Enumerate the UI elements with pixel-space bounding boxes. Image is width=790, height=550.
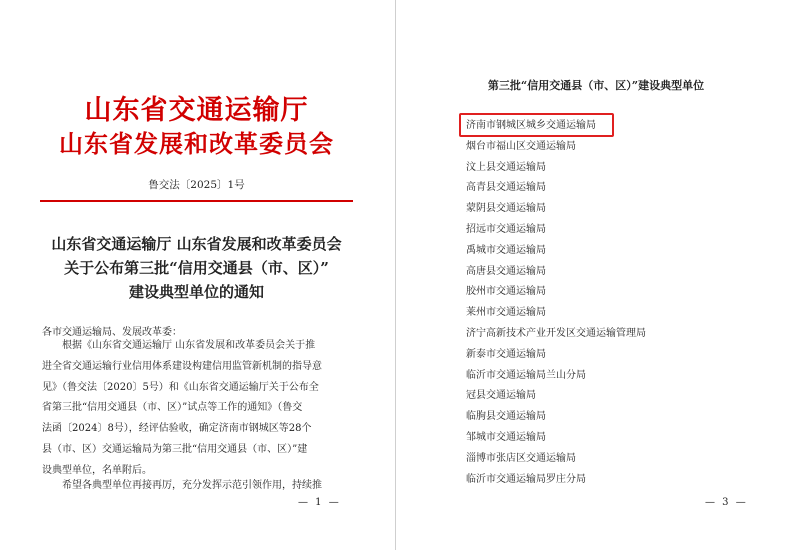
- salutation: 各市交通运输局、发展改革委：: [42, 327, 182, 338]
- list-item: 禹城市交通运输局: [466, 244, 546, 256]
- paragraph-line: 县（市、区）交通运输局为第三批“信用交通县（市、区）”建: [42, 443, 308, 455]
- notice-title-line-3: 建设典型单位的通知: [128, 283, 264, 301]
- notice-title-line-2: 关于公布第三批“信用交通县（市、区）”: [64, 259, 329, 277]
- page-gutter: [393, 0, 402, 550]
- list-item: 临朐县交通运输局: [466, 411, 546, 423]
- masthead-org-2: 山东省发展和改革委员会: [59, 129, 334, 158]
- list-item: 邹城市交通运输局: [466, 431, 546, 443]
- page-number: — 3 —: [705, 497, 748, 508]
- list-item: 汶上县交通运输局: [466, 161, 546, 173]
- list-item: 高唐县交通运输局: [466, 265, 546, 277]
- paragraph-line: 设典型单位，名单附后。: [42, 464, 152, 476]
- document-page-1: [0, 0, 393, 550]
- appendix-title: 第三批“信用交通县（市、区）”建设典型单位: [487, 79, 705, 92]
- body-paragraph-2: [42, 476, 360, 497]
- paragraph-line: 进全省交通运输行业信用体系建设构建信用监管新机制的指导意: [42, 360, 322, 372]
- list-item: 蒙阴县交通运输局: [466, 203, 546, 215]
- paragraph-line: 省第三批“信用交通县（市、区）”试点等工作的通知》（鲁交: [42, 402, 303, 414]
- paragraph-line: 希望各典型单位再接再厉，充分发挥示范引领作用，持续推: [62, 480, 322, 491]
- unit-list: [466, 116, 646, 490]
- body-paragraph-1: [42, 336, 360, 482]
- list-item: 淄博市张店区交通运输局: [466, 452, 576, 464]
- list-item: 高青县交通运输局: [466, 182, 546, 194]
- page-number: — 1 —: [298, 497, 341, 508]
- document-page-3: [402, 0, 790, 550]
- paragraph-line: 法函〔2024〕8号），经评估验收，确定济南市钢城区等28个: [42, 423, 312, 435]
- list-item: 济宁高新技术产业开发区交通运输管理局: [466, 327, 646, 339]
- list-item: 临沂市交通运输局罗庄分局: [466, 473, 586, 485]
- masthead-red-divider: [40, 200, 353, 202]
- paragraph-line: 根据《山东省交通运输厅 山东省发展和改革委员会关于推: [62, 340, 316, 351]
- list-item: 济南市钢城区城乡交通运输局: [466, 120, 596, 131]
- paragraph-line: 见》（鲁交法〔2020〕5号）和《山东省交通运输厅关于公布全: [42, 381, 319, 393]
- masthead-org-1: 山东省交通运输厅: [84, 95, 309, 126]
- list-item: 莱州市交通运输局: [466, 307, 546, 319]
- list-item: 冠县交通运输局: [466, 390, 536, 402]
- document-number: 鲁交法〔2025〕1号: [148, 179, 245, 191]
- list-item: 新泰市交通运输局: [466, 348, 546, 360]
- list-item: 胶州市交通运输局: [466, 286, 546, 298]
- list-item: 临沂市交通运输局兰山分局: [466, 369, 586, 381]
- list-item: 招远市交通运输局: [466, 223, 546, 235]
- notice-title-line-1: 山东省交通运输厅 山东省发展和改革委员会: [51, 235, 342, 253]
- list-item: 烟台市福山区交通运输局: [466, 140, 576, 152]
